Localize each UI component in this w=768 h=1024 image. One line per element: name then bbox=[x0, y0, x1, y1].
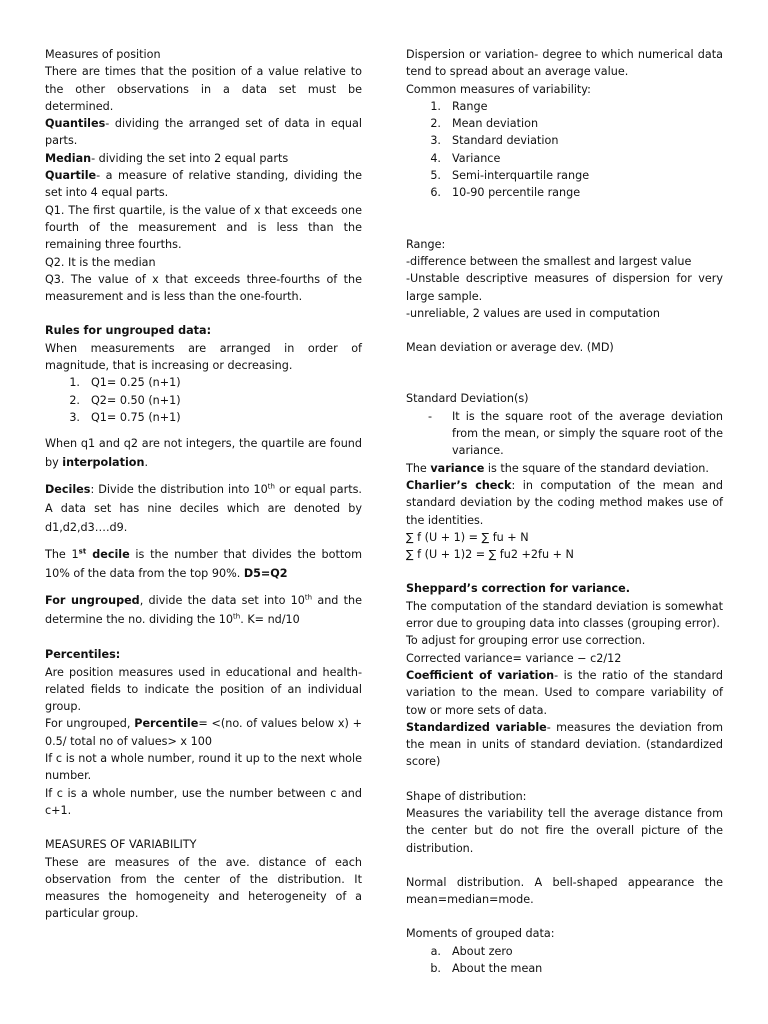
list-item bbox=[406, 98, 723, 115]
list-text: Q2= 0.50 (n+1) bbox=[91, 393, 181, 407]
first-decile-text: The 1 bbox=[45, 548, 79, 562]
list-number: 1. bbox=[430, 99, 441, 113]
list-number: 4. bbox=[430, 151, 441, 165]
rules-heading: Rules for ungrouped data: bbox=[45, 324, 212, 338]
quartile-text: - a measure of relative standing, dividing the set into 4 equal parts. bbox=[45, 169, 362, 200]
list-item bbox=[406, 150, 723, 167]
superscript: st bbox=[78, 547, 87, 556]
q2-text: Q2. It is the median bbox=[45, 255, 156, 269]
list-text: Mean deviation bbox=[452, 117, 539, 131]
ungrouped-text: , divide the data set into 10 bbox=[139, 594, 305, 608]
interpolation-end: . bbox=[144, 456, 149, 470]
interpolation-note bbox=[45, 434, 362, 472]
list-number: b. bbox=[430, 962, 441, 976]
standardized-definition bbox=[406, 719, 723, 771]
list-text: 10-90 percentile range bbox=[452, 186, 581, 200]
list-item bbox=[406, 960, 723, 977]
moments-heading: Moments of grouped data: bbox=[406, 927, 555, 941]
interpolation-term: interpolation bbox=[62, 456, 145, 470]
list-item bbox=[406, 115, 723, 132]
list-item bbox=[406, 943, 723, 960]
shape-definition: Measures the variability tell the average distance from the center but do not fire the overall picture of the distribution. bbox=[406, 806, 723, 855]
list-text: Q1= 0.75 (n+1) bbox=[91, 410, 181, 424]
standardized-term: Standardized variable bbox=[406, 720, 547, 734]
variability-heading: MEASURES OF VARIABILITY bbox=[45, 838, 197, 852]
list-number: 3. bbox=[430, 134, 441, 148]
list-item bbox=[45, 392, 362, 409]
deciles-text: : Divide the distribution into 10 bbox=[90, 483, 268, 497]
superscript: th bbox=[233, 612, 241, 621]
list-text: Standard deviation bbox=[452, 134, 559, 148]
range-line-3: -unreliable, 2 values are used in computation bbox=[406, 306, 660, 320]
sd-list bbox=[406, 408, 723, 460]
list-text: About zero bbox=[452, 944, 513, 958]
list-number: 3. bbox=[69, 410, 80, 424]
standardized-text: - measures the deviation from the mean in units of standard deviation. (standardized score) bbox=[406, 720, 724, 769]
ungrouped-term: For ungrouped bbox=[45, 594, 140, 608]
list-text: Q1= 0.25 (n+1) bbox=[91, 376, 181, 390]
deciles-text-end: or equal parts. A data set has nine deciles which are denoted by d1,d2,d3….d9. bbox=[45, 483, 362, 535]
ungrouped-text-mid: and the determine the no. dividing the 10 bbox=[45, 594, 362, 627]
list-number: 1. bbox=[69, 376, 80, 390]
list-text: About the mean bbox=[452, 962, 543, 976]
list-text: It is the square root of the average deviation from the mean, or simply the square root of the variance. bbox=[452, 409, 723, 458]
common-measures-heading: Common measures of variability: bbox=[406, 82, 591, 96]
list-text: Range bbox=[452, 99, 488, 113]
superscript: th bbox=[304, 593, 313, 602]
quartile-term: Quartile bbox=[45, 169, 97, 183]
position-intro: There are times that the position of a value relative to the other observations in a data set must be determined. bbox=[45, 65, 362, 113]
q3-text: Q3. The value of x that exceeds three-fourths of the measurement and is less than the one-fourth. bbox=[45, 272, 362, 304]
superscript: th bbox=[267, 482, 275, 491]
quantiles-definition bbox=[45, 115, 362, 150]
variance-term: variance bbox=[430, 461, 485, 475]
q1-text: Q1. The first quartile, is the value of x that exceeds one fourth of the measurement and is less than the remaining three fourths. bbox=[45, 203, 362, 252]
charlier-text: : in computation of the mean and standard deviation by the coding method makes use of the identities. bbox=[406, 478, 724, 527]
list-number: 2. bbox=[430, 117, 441, 131]
list-item bbox=[45, 374, 362, 391]
percentile-formula bbox=[45, 715, 362, 750]
cv-definition bbox=[406, 667, 723, 719]
identity-1: ∑ f (U + 1) = ∑ fu + N bbox=[406, 530, 529, 544]
charlier-definition bbox=[406, 477, 723, 529]
variance-definition bbox=[406, 460, 723, 477]
d5-q2-term: D5=Q2 bbox=[243, 567, 288, 581]
quartile-definition bbox=[45, 167, 362, 202]
moments-list bbox=[406, 943, 723, 978]
percentiles-heading: Percentiles: bbox=[45, 648, 121, 662]
charlier-term: Charlier’s check bbox=[406, 478, 512, 492]
left-column bbox=[45, 46, 362, 923]
median-definition bbox=[45, 150, 362, 167]
list-item bbox=[406, 408, 723, 460]
dash-bullet: - bbox=[428, 409, 433, 423]
sheppard-definition: The computation of the standard deviation is somewhat error due to grouping data into classes (grouping error). bbox=[406, 599, 723, 631]
list-number: a. bbox=[430, 944, 441, 958]
first-decile-term: decile bbox=[86, 548, 130, 562]
percentiles-definition: Are position measures used in educational and health-related fields to indicate the position of an individual group. bbox=[45, 665, 362, 714]
median-term: Median bbox=[45, 151, 92, 165]
rules-list bbox=[45, 374, 362, 426]
list-number: 5. bbox=[430, 169, 441, 183]
list-number: 6. bbox=[430, 186, 441, 200]
sheppard-heading: Sheppard’s correction for variance. bbox=[406, 582, 630, 596]
common-measures-list bbox=[406, 98, 723, 202]
right-column bbox=[406, 46, 723, 977]
list-text: Variance bbox=[452, 151, 501, 165]
deciles-definition bbox=[45, 480, 362, 537]
list-item bbox=[406, 184, 723, 201]
shape-heading: Shape of distribution: bbox=[406, 789, 527, 803]
list-item bbox=[406, 167, 723, 184]
rules-intro: When measurements are arranged in order of magnitude, that is increasing or decreasing. bbox=[45, 341, 362, 373]
identity-2: ∑ f (U + 1)2 = ∑ fu2 +2fu + N bbox=[406, 548, 574, 562]
cv-text: - is the ratio of the standard variation to the mean. Used to compare variability of tow or more sets of data. bbox=[406, 668, 724, 717]
normal-distribution: Normal distribution. A bell-shaped appearance the mean=median=mode. bbox=[406, 875, 723, 907]
quantiles-term: Quantiles bbox=[45, 117, 106, 131]
ungrouped-deciles bbox=[45, 591, 362, 629]
list-item bbox=[45, 409, 362, 426]
interpolation-text: When q1 and q2 are not integers, the quartile are found by bbox=[45, 437, 362, 470]
whole-number-rule: If c is a whole number, use the number between c and c+1. bbox=[45, 786, 362, 817]
ungrouped-text-end: . K= nd/10 bbox=[240, 613, 300, 627]
first-decile-definition bbox=[45, 545, 362, 583]
deciles-term: Deciles bbox=[45, 483, 91, 497]
sd-heading: Standard Deviation(s) bbox=[406, 392, 529, 406]
cv-term: Coefficient of variation bbox=[406, 668, 555, 682]
variance-text-end: is the square of the standard deviation. bbox=[484, 461, 709, 475]
list-number: 2. bbox=[69, 393, 80, 407]
mean-deviation: Mean deviation or average dev. (MD) bbox=[406, 341, 614, 355]
variability-definition: These are measures of the ave. distance of each observation from the center of the distribution. It measures the homogeneity and heterogeneity of a particular group. bbox=[45, 855, 362, 921]
variance-text: The bbox=[406, 461, 431, 475]
round-up-rule: If c is not a whole number, round it up to the next whole number. bbox=[45, 752, 362, 783]
measures-of-position-title: Measures of position bbox=[45, 48, 161, 61]
first-decile-text-end: is the number that divides the bottom 10% of the data from the top 90%. bbox=[45, 548, 362, 581]
adjust-text: To adjust for grouping error use correction. bbox=[406, 634, 646, 648]
percentile-formula-text: For ungrouped, bbox=[45, 717, 135, 731]
percentile-term: Percentile bbox=[134, 717, 199, 731]
list-item bbox=[406, 132, 723, 149]
percentile-formula-end: = <(no. of values below x) + 0.5/ total no of values> x 100 bbox=[45, 717, 362, 748]
list-text: Semi-interquartile range bbox=[452, 169, 590, 183]
range-line-1: -difference between the smallest and largest value bbox=[406, 254, 692, 268]
range-heading: Range: bbox=[406, 237, 446, 251]
dispersion-definition: Dispersion or variation- degree to which numerical data tend to spread about an average value. bbox=[406, 48, 723, 79]
median-text: - dividing the set into 2 equal parts bbox=[91, 151, 289, 165]
quantiles-text: - dividing the arranged set of data in equal parts. bbox=[45, 117, 362, 148]
range-line-2: -Unstable descriptive measures of dispersion for very large sample. bbox=[406, 272, 723, 303]
corrected-variance: Corrected variance= variance − c2/12 bbox=[406, 651, 622, 665]
